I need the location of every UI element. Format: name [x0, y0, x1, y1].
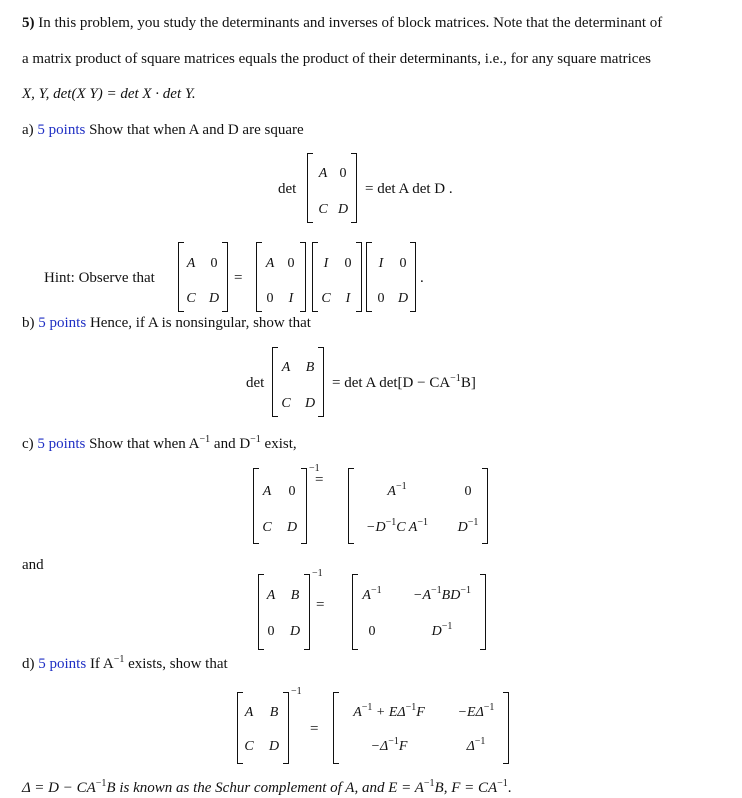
inverse-exponent: −1 [309, 463, 320, 474]
hint-matrix-1 [178, 242, 228, 312]
part-d-eq: = [310, 721, 319, 737]
part-c-header [22, 434, 297, 452]
matrix-b-lhs [272, 347, 324, 417]
part-b-rhs-post: B] [460, 375, 476, 391]
hint-period: . [420, 270, 424, 286]
part-a-label: a) [22, 122, 34, 138]
footer-p2: B is known as the [106, 780, 216, 796]
sup: −1 [395, 481, 407, 492]
part-a-rhs: = det A det D . [365, 181, 453, 197]
part-c-and: and [22, 557, 44, 573]
part-b-text: Hence, if A is nonsingular, show that [89, 315, 311, 331]
part-c-text-2: and D [210, 436, 251, 452]
cell [457, 702, 495, 720]
cell: C [262, 520, 272, 535]
cell: D [337, 202, 349, 217]
cell-base: F [416, 705, 425, 720]
cell-base: A [353, 705, 362, 720]
cell: 0 [210, 256, 218, 271]
intro-line-1 [22, 16, 662, 31]
part-d-points: 5 points [38, 656, 87, 672]
cell: A [318, 166, 328, 181]
cell: C [318, 202, 328, 217]
part-b-rhs-pre: = det A det[D − CA [332, 375, 451, 391]
footer-p5: . [507, 780, 512, 796]
cell [413, 585, 471, 603]
cell: B [269, 705, 279, 720]
sup: −1 [95, 778, 107, 789]
part-d-header [22, 654, 228, 672]
hint-eq: = [234, 270, 243, 286]
hint-matrix-4 [366, 242, 416, 312]
footer-p1: Δ = D − CA [22, 780, 96, 796]
cell: D [286, 520, 298, 535]
cell: A [266, 588, 276, 603]
cell-base: + EΔ [375, 705, 406, 720]
matrix-d-rhs [333, 692, 509, 764]
part-c-eq2: = [316, 597, 325, 613]
cell: 0 [266, 291, 274, 306]
intro-line-2: a matrix product of square matrices equals the product of their determinants, i.e., for any square matrices [22, 51, 651, 67]
cell: 0 [464, 484, 472, 499]
sup: −1 [385, 517, 397, 528]
inverse-exponent: −1 [291, 686, 302, 697]
cell: A [265, 256, 275, 271]
problem-number: 5) [22, 15, 35, 31]
sup: −1 [417, 517, 428, 528]
part-a-text: Show that when A and D are square [89, 122, 304, 138]
cell: I [323, 256, 329, 271]
part-b-det: det [246, 375, 265, 391]
sup: −1 [431, 585, 442, 596]
part-c-label: c) [22, 436, 34, 452]
cell: A [262, 484, 272, 499]
sup: −1 [113, 654, 125, 665]
cell: C [321, 291, 331, 306]
part-b-points: 5 points [38, 315, 87, 331]
cell-base: −EΔ [457, 705, 484, 720]
cell-base: C A [396, 520, 418, 535]
part-c-eq1: = [315, 472, 324, 488]
cell: D [397, 291, 409, 306]
cell-base: Δ [466, 739, 475, 754]
cell: D [289, 624, 301, 639]
matrix-a-lhs [307, 153, 357, 223]
sup: −1 [474, 736, 486, 747]
cell [353, 702, 425, 720]
cell-base: −Δ [370, 739, 389, 754]
intro-text-1: In this problem, you study the determinants and inverses of block matrices. Note that the determinant of [38, 15, 663, 31]
cell [431, 621, 453, 639]
intro-line-3: X, Y, det(X Y) = det X · det Y. [22, 86, 196, 102]
sup: −1 [497, 778, 508, 789]
part-a-det: det [278, 181, 297, 197]
cell [387, 481, 407, 499]
part-d-text-1: If A [89, 656, 114, 672]
part-a-points: 5 points [37, 122, 86, 138]
cell: D [304, 396, 316, 411]
sup: −1 [405, 702, 417, 713]
part-b-rhs [332, 373, 476, 391]
sup: −1 [450, 373, 461, 384]
cell: I [378, 256, 384, 271]
cell: B [305, 360, 315, 375]
cell-base: BD [441, 588, 461, 603]
part-c-text-3: exist, [260, 436, 297, 452]
cell: 0 [377, 291, 385, 306]
sup: −1 [483, 702, 495, 713]
sup: −1 [388, 736, 399, 747]
matrix-c2-rhs [352, 574, 486, 650]
schur-definition [22, 778, 512, 796]
matrix-c1-lhs [253, 468, 307, 544]
cell: A [244, 705, 254, 720]
footer-p4: B, F = CA [434, 780, 498, 796]
sup: −1 [199, 434, 211, 445]
hint-matrix-2 [256, 242, 306, 312]
sup: −1 [441, 621, 453, 632]
cell: 0 [288, 484, 296, 499]
cell: A [186, 256, 196, 271]
cell [370, 736, 408, 754]
matrix-c2-lhs [258, 574, 310, 650]
cell: I [345, 291, 351, 306]
cell-base: D [457, 520, 468, 535]
part-c-points: 5 points [37, 436, 86, 452]
sup: −1 [460, 585, 471, 596]
part-b-header [22, 316, 311, 331]
cell: 0 [344, 256, 352, 271]
part-d-text-2: exists, show that [124, 656, 228, 672]
sup: −1 [467, 517, 479, 528]
part-c-text-1: Show that when A [89, 436, 200, 452]
cell: 0 [267, 624, 275, 639]
sup: −1 [423, 778, 435, 789]
matrix-d-lhs [237, 692, 289, 764]
sup: −1 [361, 702, 373, 713]
cell [366, 517, 428, 535]
cell-base: F [398, 739, 408, 754]
cell: D [268, 739, 280, 754]
cell: 0 [287, 256, 295, 271]
cell: I [288, 291, 294, 306]
part-d-label: d) [22, 656, 35, 672]
cell-base: A [387, 484, 396, 499]
cell [466, 736, 486, 754]
cell [362, 585, 382, 603]
cell: 0 [339, 166, 347, 181]
cell [457, 517, 479, 535]
sup: −1 [250, 434, 261, 445]
inverse-exponent: −1 [312, 568, 323, 579]
hint-matrix-3 [312, 242, 362, 312]
cell: C [244, 739, 254, 754]
cell-base: A [362, 588, 371, 603]
cell: 0 [368, 624, 376, 639]
cell-base: −A [413, 588, 432, 603]
part-b-label: b) [22, 315, 35, 331]
cell: D [208, 291, 220, 306]
cell: A [281, 360, 291, 375]
cell: 0 [399, 256, 407, 271]
cell: C [186, 291, 196, 306]
sup: −1 [370, 585, 382, 596]
cell-base: D [431, 624, 442, 639]
footer-p3: of A, and E = A [326, 780, 424, 796]
cell: B [290, 588, 300, 603]
part-a-header [22, 123, 304, 138]
cell-base: −D [366, 520, 386, 535]
cell: C [281, 396, 291, 411]
hint-label: Hint: Observe that [44, 270, 155, 286]
schur-complement-term: Schur complement [215, 780, 327, 796]
matrix-c1-rhs [348, 468, 488, 544]
